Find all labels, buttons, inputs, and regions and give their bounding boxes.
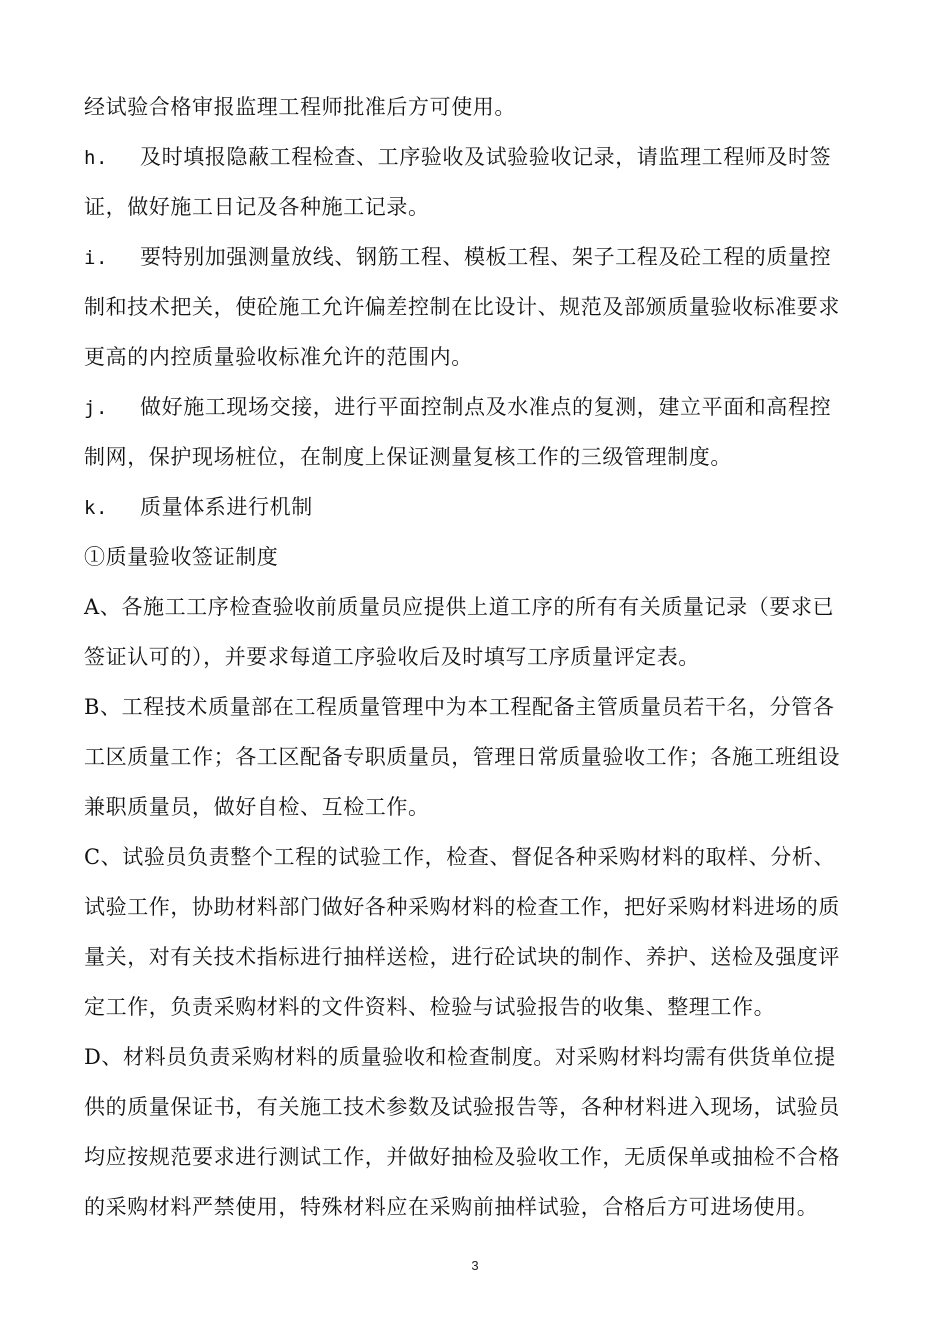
paragraph-line (84, 832, 874, 882)
paragraph-line (84, 182, 874, 232)
item-text: 质量体系进行机制 (140, 495, 313, 519)
item-text: 经试验合格审报监理工程师批准后方可使用。 (84, 95, 516, 119)
paragraph-line (84, 1032, 874, 1082)
item-text: 更高的内控质量验收标准允许的范围内。 (84, 345, 473, 369)
item-text: 证，做好施工日记及各种施工记录。 (84, 195, 430, 219)
paragraph-line (84, 82, 874, 132)
section-heading (84, 532, 874, 582)
paragraph-line (84, 232, 874, 282)
paragraph-line (84, 882, 874, 932)
item-text: 定工作，负责采购材料的文件资料、检验与试验报告的收集、整理工作。 (84, 995, 776, 1019)
item-text: 签证认可的），并要求每道工序验收后及时填写工序质量评定表。 (84, 645, 700, 669)
paragraph-line (84, 1182, 874, 1232)
item-text: ①质量验收签证制度 (84, 545, 279, 569)
item-text: A、各施工工序检查验收前质量员应提供上道工序的所有有关质量记录（要求已 (84, 595, 835, 619)
paragraph-line (84, 382, 874, 432)
item-text: 工区质量工作；各工区配备专职质量员，管理日常质量验收工作；各施工班组设 (84, 745, 840, 769)
item-text: B、工程技术质量部在工程质量管理中为本工程配备主管质量员若干名，分管各 (84, 695, 835, 719)
item-text: 制网，保护现场桩位，在制度上保证测量复核工作的三级管理制度。 (84, 445, 732, 469)
paragraph-line (84, 932, 874, 982)
item-text: C、试验员负责整个工程的试验工作，检查、督促各种采购材料的取样、分析、 (84, 845, 836, 869)
item-text: 兼职质量员，做好自检、互检工作。 (84, 795, 430, 819)
paragraph-line (84, 332, 874, 382)
item-text: 供的质量保证书，有关施工技术参数及试验报告等，各种材料进入现场，试验员 (84, 1095, 840, 1119)
paragraph-line (84, 982, 874, 1032)
paragraph-line (84, 782, 874, 832)
item-label: j. (84, 397, 109, 419)
paragraph-line (84, 632, 874, 682)
paragraph-line (84, 732, 874, 782)
paragraph-line (84, 1132, 874, 1182)
item-label: i. (84, 247, 109, 269)
item-text: 试验工作，协助材料部门做好各种采购材料的检查工作，把好采购材料进场的质 (84, 895, 840, 919)
paragraph-line (84, 282, 874, 332)
paragraph-line (84, 1082, 874, 1132)
item-text: 制和技术把关，使砼施工允许偏差控制在比设计、规范及部颁质量验收标准要求 (84, 295, 840, 319)
paragraph-line (84, 682, 874, 732)
document-body (84, 82, 874, 1232)
item-text: 要特别加强测量放线、钢筋工程、模板工程、架子工程及砼工程的质量控 (140, 245, 832, 269)
item-text: 做好施工现场交接，进行平面控制点及水准点的复测，建立平面和高程控 (140, 395, 832, 419)
paragraph-line (84, 132, 874, 182)
item-label: k. (84, 497, 109, 519)
paragraph-line (84, 482, 874, 532)
item-text: 量关，对有关技术指标进行抽样送检，进行砼试块的制作、养护、送检及强度评 (84, 945, 840, 969)
paragraph-line (84, 582, 874, 632)
page-number: 3 (471, 1258, 479, 1273)
paragraph-line (84, 432, 874, 482)
item-text: 的采购材料严禁使用，特殊材料应在采购前抽样试验，合格后方可进场使用。 (84, 1195, 819, 1219)
item-text: D、材料员负责采购材料的质量验收和检查制度。对采购材料均需有供货单位提 (84, 1045, 836, 1069)
item-text: 及时填报隐蔽工程检查、工序验收及试验验收记录，请监理工程师及时签 (140, 145, 832, 169)
item-label: h. (84, 147, 109, 169)
item-text: 均应按规范要求进行测试工作，并做好抽检及验收工作，无质保单或抽检不合格 (84, 1145, 840, 1169)
